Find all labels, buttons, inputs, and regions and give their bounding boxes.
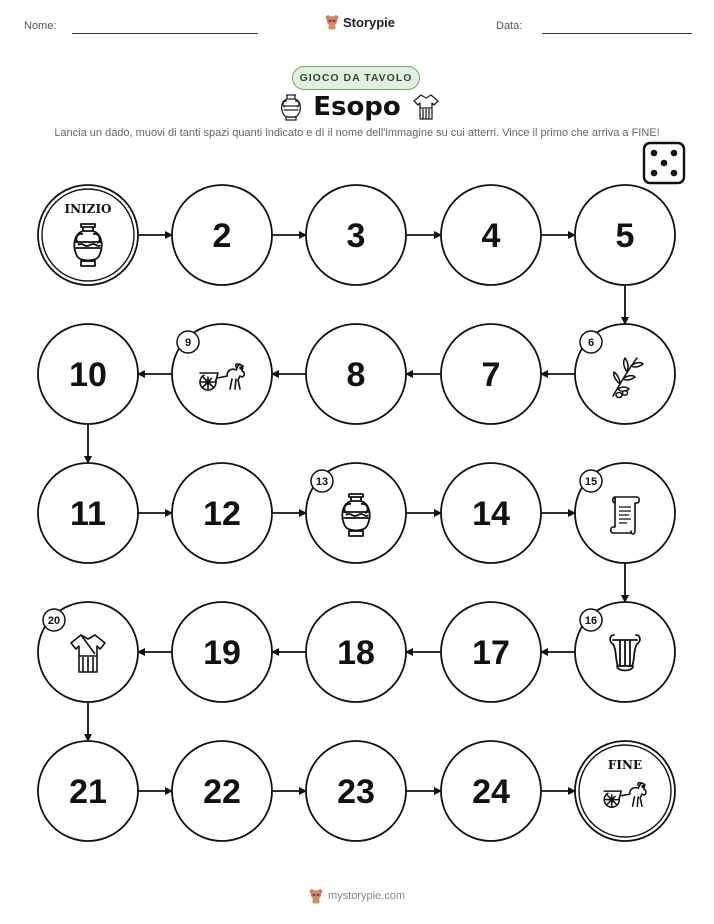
space-number: 2 [212, 217, 232, 255]
board-space-22 [172, 741, 272, 841]
board-space-15 [575, 463, 675, 563]
board-space-20 [38, 602, 138, 702]
board-space-10 [38, 324, 138, 424]
game-type-badge: GIOCO DA TAVOLO [292, 66, 420, 90]
board-space-5 [575, 185, 675, 285]
space-number: 24 [472, 773, 510, 811]
space-number: 11 [70, 495, 106, 533]
board-space-12 [172, 463, 272, 563]
space-number: 8 [346, 356, 366, 394]
space-number-badge: 20 [47, 615, 61, 627]
space-number: 7 [481, 356, 501, 394]
space-number-badge: 15 [584, 476, 598, 488]
board-spaces [38, 185, 675, 841]
board-space-2 [172, 185, 272, 285]
board-space-fine [575, 741, 675, 841]
space-number: 22 [203, 773, 241, 811]
space-number-badge: 6 [587, 337, 595, 349]
board-space-3 [306, 185, 406, 285]
board-space-14 [441, 463, 541, 563]
board-space-inizio [38, 185, 138, 285]
space-number: 3 [346, 217, 366, 255]
date-label: Data: [496, 20, 523, 32]
space-number-badge: 9 [184, 337, 192, 349]
space-number: 23 [337, 773, 375, 811]
board-space-9 [172, 324, 272, 424]
board-space-16 [575, 602, 675, 702]
board-space-4 [441, 185, 541, 285]
scroll-icon [611, 497, 640, 534]
board-space-19 [172, 602, 272, 702]
space-number: 4 [481, 217, 501, 255]
board-space-24 [441, 741, 541, 841]
brand-name: Storypie [343, 14, 396, 30]
board-space-8 [306, 324, 406, 424]
space-number: 5 [615, 217, 635, 255]
space-number: 14 [472, 495, 510, 533]
board-space-23 [306, 741, 406, 841]
board-space-7 [441, 324, 541, 424]
space-label: INIZIO [64, 202, 112, 216]
space-number: 21 [69, 773, 107, 811]
footer [0, 888, 714, 904]
space-number: 17 [472, 634, 510, 672]
storypie-bear-icon [309, 888, 323, 904]
board-space-13 [306, 463, 406, 563]
space-number: 10 [69, 356, 107, 394]
board-space-6 [575, 324, 675, 424]
footer-site: mystorypie.com [327, 890, 406, 902]
space-number-badge: 13 [315, 476, 329, 488]
board-space-11 [38, 463, 138, 563]
board-space-18 [306, 602, 406, 702]
page-title: Esopo [313, 92, 401, 122]
name-label: Nome: [24, 20, 57, 32]
board-space-21 [38, 741, 138, 841]
space-number-badge: 16 [584, 615, 598, 627]
board-space-17 [441, 602, 541, 702]
instructions: Lancia un dado, muovi di tanti spazi quanti indicato e dì il nome dell'immagine su cui atterri. Vince il primo che arriva a FINE! [54, 127, 660, 139]
space-number: 18 [337, 634, 375, 672]
space-label: FINE [607, 758, 643, 772]
space-number: 12 [203, 495, 241, 533]
space-number: 19 [203, 634, 241, 672]
